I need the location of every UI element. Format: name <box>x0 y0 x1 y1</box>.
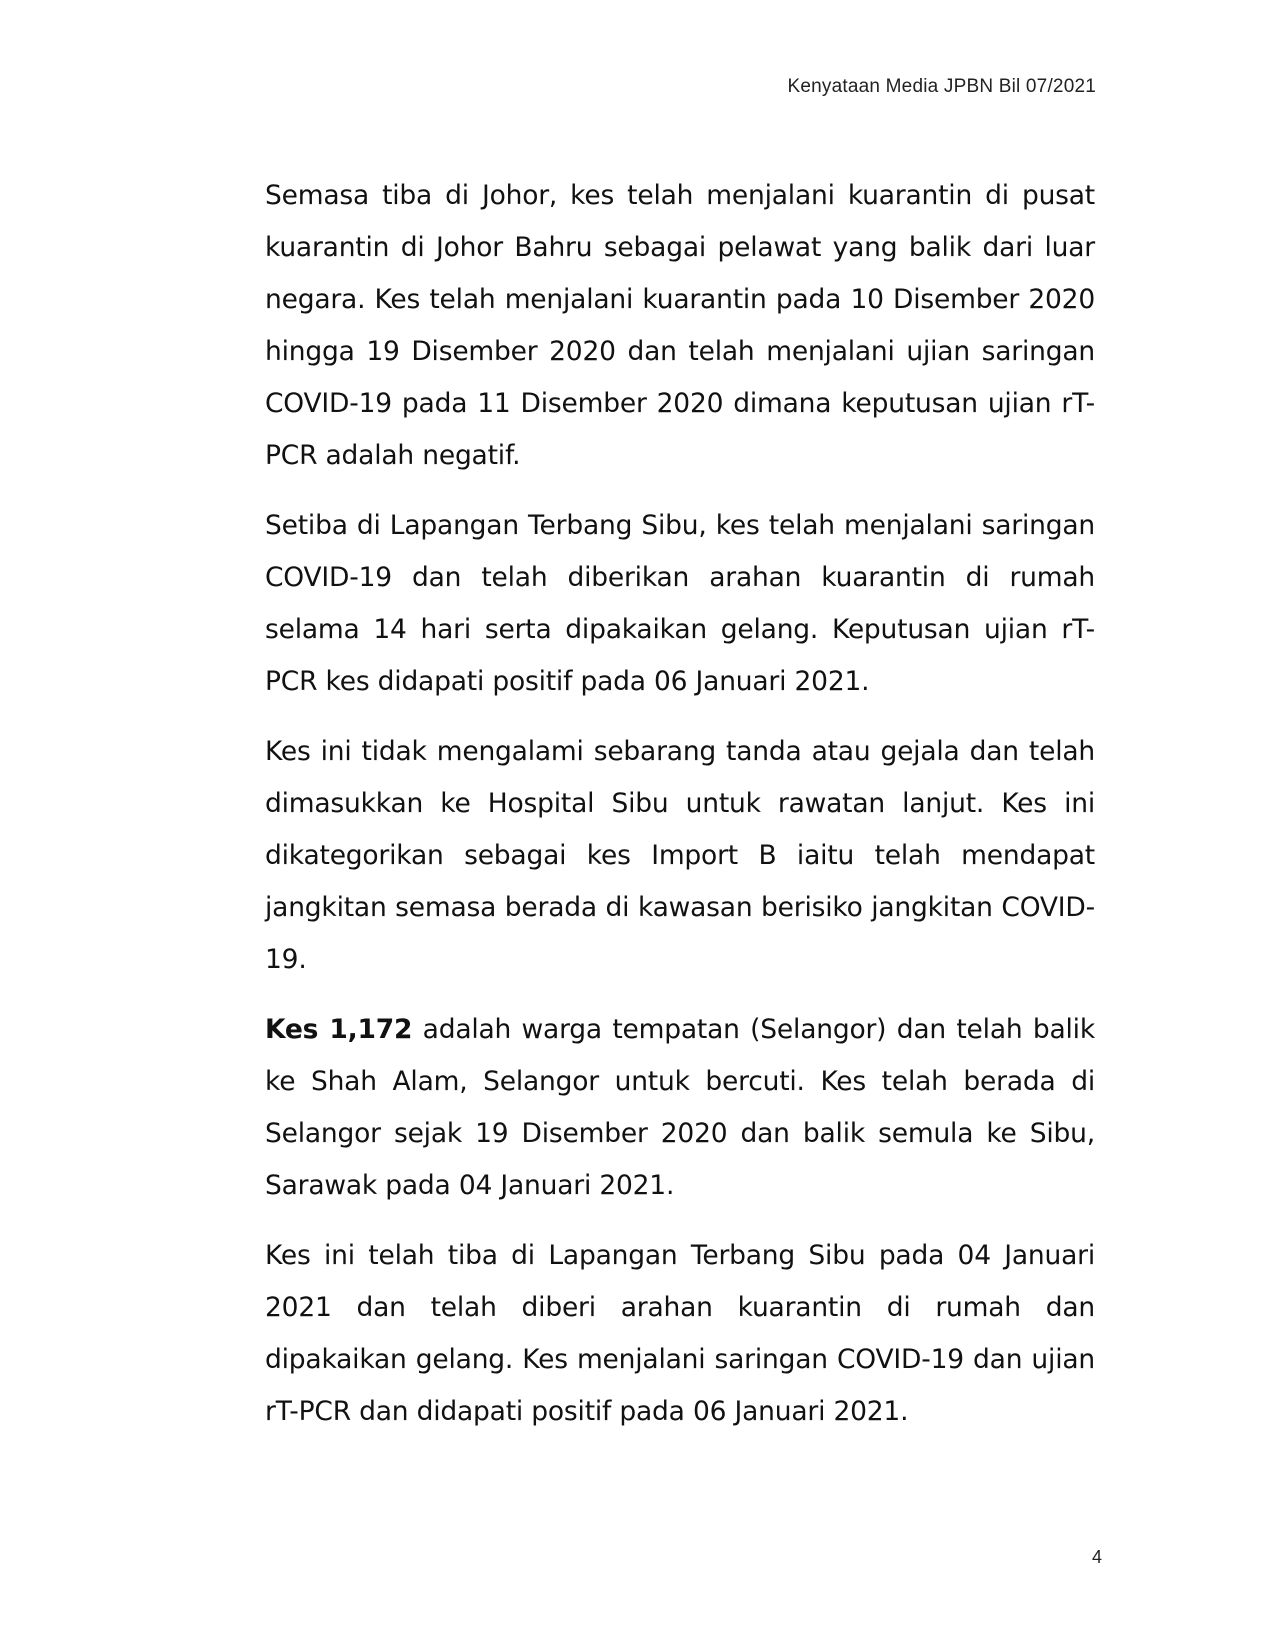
document-body <box>265 170 1095 1456</box>
paragraph-3-text: Kes ini tidak mengalami sebarang tanda atau gejala dan telah dimasukkan ke Hospital Sibu untuk rawatan lanjut. Kes ini dikategorikan sebagai kes Import B iaitu telah mendapat jangkitan semasa berada di kawasan berisiko jangkitan COVID-19. <box>265 736 1095 975</box>
paragraph-1 <box>265 170 1095 482</box>
paragraph-3 <box>265 726 1095 986</box>
paragraph-4 <box>265 1004 1095 1212</box>
page-header: Kenyataan Media JPBN Bil 07/2021 <box>787 76 1096 97</box>
paragraph-2-text: Setiba di Lapangan Terbang Sibu, kes telah menjalani saringan COVID-19 dan telah diberikan arahan kuarantin di rumah selama 14 hari serta dipakaikan gelang. Keputusan ujian rT-PCR kes didapati positif pada 06 Januari 2021. <box>265 510 1095 697</box>
paragraph-1-text: Semasa tiba di Johor, kes telah menjalani kuarantin di pusat kuarantin di Johor Bahru sebagai pelawat yang balik dari luar negara. Kes telah menjalani kuarantin pada 10 Disember 2020 hingga 19 Disember 2020 dan telah menjalani ujian saringan COVID-19 pada 11 Disember 2020 dimana keputusan ujian rT-PCR adalah negatif. <box>265 180 1095 471</box>
case-number-label: Kes 1,172 <box>265 1014 413 1045</box>
paragraph-5 <box>265 1230 1095 1438</box>
paragraph-2 <box>265 500 1095 708</box>
paragraph-5-text: Kes ini telah tiba di Lapangan Terbang Sibu pada 04 Januari 2021 dan telah diberi arahan kuarantin di rumah dan dipakaikan gelang. Kes menjalani saringan COVID-19 dan ujian rT-PCR dan didapati positif pada 06 Januari 2021. <box>265 1240 1095 1427</box>
paragraph-4-text: adalah warga tempatan (Selangor) dan telah balik ke Shah Alam, Selangor untuk bercuti. Kes telah berada di Selangor sejak 19 Disember 2020 dan balik semula ke Sibu, Sarawak pada 04 Januari 2021. <box>265 1014 1095 1201</box>
page-number: 4 <box>1091 1547 1102 1567</box>
